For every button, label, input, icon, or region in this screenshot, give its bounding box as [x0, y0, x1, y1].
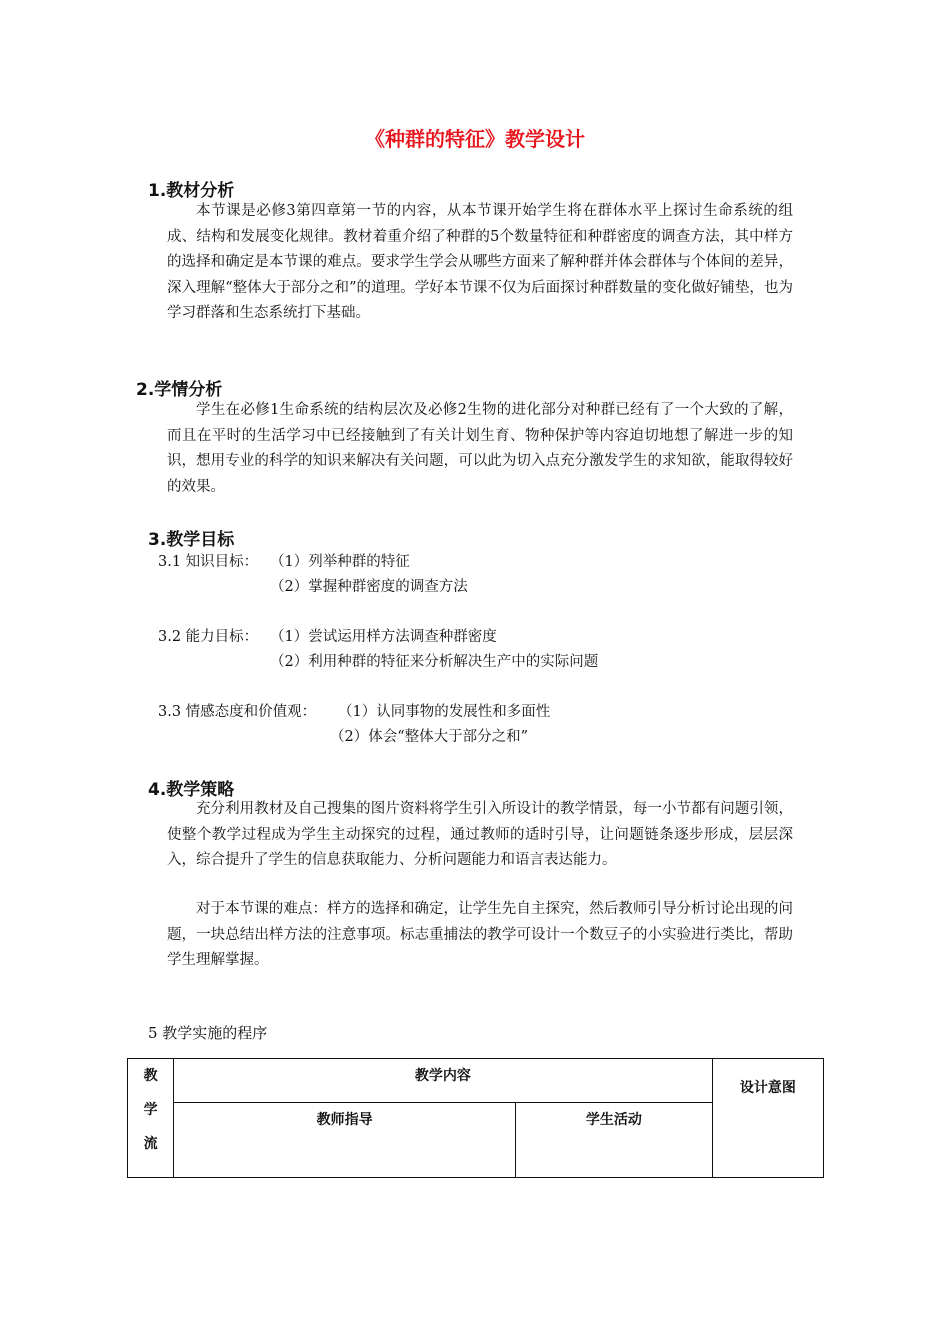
teacher-guidance-header: 教师指导: [174, 1103, 516, 1178]
section-4-heading: 4.教学策略: [148, 780, 235, 800]
section-2-paragraph: 学生在必修1生命系统的结构层次及必修2生物的进化部分对种群已经有了一个大致的了解，而且在平时的生活学习中已经接触到了有关计划生育、物种保护等内容迫切地想了解进一步的知识，想用专业的科学的知识来解决有关问题，可以此为切入点充分激发学生的求知欲，能取得较好的效果。: [167, 402, 793, 495]
attitude-goal-2: （2）体会“整体大于部分之和”: [330, 729, 529, 745]
attitude-goal-1: （1）认同事物的发展性和多面性: [338, 704, 551, 720]
knowledge-goal-2: （2）掌握种群密度的调查方法: [270, 579, 468, 595]
section-2-heading: 2.学情分析: [136, 380, 223, 400]
section-1-heading: 1.教材分析: [148, 181, 235, 201]
document-title: 《种群的特征》教学设计: [365, 127, 585, 151]
teaching-content-header: 教学内容: [174, 1059, 713, 1103]
section-3-heading: 3.教学目标: [148, 530, 235, 550]
flow-char-1: 教: [143, 1068, 158, 1084]
knowledge-goal-1: （1）列举种群的特征: [270, 554, 410, 570]
section-4-paragraph-2: 对于本节课的难点：样方的选择和确定，让学生先自主探究，然后教师引导分析讨论出现的问题，一块总结出样方法的注意事项。标志重捕法的教学可设计一个数豆子的小实验进行类比，帮助学生理解掌握。: [167, 901, 793, 968]
flow-char-2: 学: [143, 1102, 158, 1118]
procedure-table: [127, 1058, 824, 1178]
section-5-heading: 5 教学实施的程序: [148, 1024, 268, 1042]
flow-char-3: 流: [143, 1136, 158, 1152]
knowledge-goal-label: 3.1 知识目标：: [158, 554, 259, 570]
ability-goal-2: （2）利用种群的特征来分析解决生产中的实际问题: [270, 654, 599, 670]
ability-goal-label: 3.2 能力目标：: [158, 629, 259, 645]
attitude-goal-label: 3.3 情感态度和价值观：: [158, 704, 317, 720]
student-activity-header: 学生活动: [516, 1103, 713, 1178]
section-1-paragraph: 本节课是必修3第四章第一节的内容，从本节课开始学生将在群体水平上探讨生命系统的组成、结构和发展变化规律。教材着重介绍了种群的5个数量特征和种群密度的调查方法，其中样方的选择和确定是本节课的难点。要求学生学会从哪些方面来了解种群并体会群体与个体间的差异，深入理解“整体大于部分之和”的道理。学好本节课不仅为后面探讨种群数量的变化做好铺垫，也为学习群落和生态系统打下基础。: [167, 203, 793, 321]
design-intent-header: 设计意图: [712, 1059, 823, 1178]
section-4-paragraph-1: 充分利用教材及自己搜集的图片资料将学生引入所设计的教学情景，每一小节都有问题引领，使整个教学过程成为学生主动探究的过程，通过教师的适时引导，让问题链条逐步形成，层层深入，综合提升了学生的信息获取能力、分析问题能力和语言表达能力。: [167, 801, 793, 868]
teaching-flow-cell: [128, 1059, 174, 1178]
ability-goal-1: （1）尝试运用样方法调查种群密度: [270, 629, 497, 645]
